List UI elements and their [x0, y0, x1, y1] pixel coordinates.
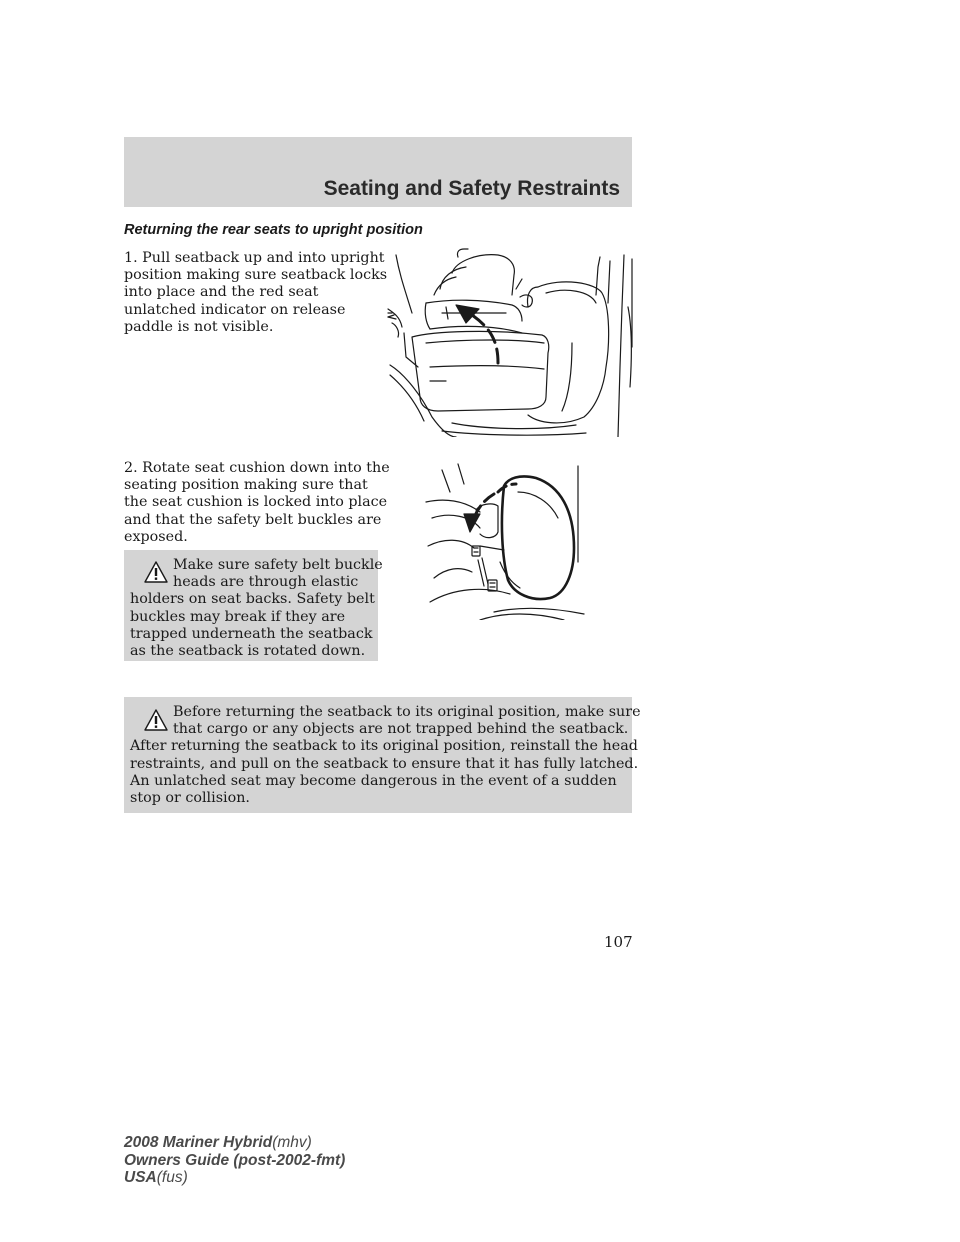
- text-line: the seat cushion is locked into place: [124, 494, 388, 511]
- text-line: 2. Rotate seat cushion down into the: [124, 460, 390, 476]
- seat-cushion-rotate-illustration: [424, 462, 586, 620]
- page-number: 107: [604, 933, 633, 951]
- text-line: and that the safety belt buckles are: [124, 511, 382, 528]
- seatback-upright-illustration: [386, 247, 636, 437]
- text-line: seating position making sure that: [124, 477, 368, 494]
- header-band: [124, 137, 632, 207]
- warning-text: [130, 557, 383, 660]
- text-line: 1. Pull seatback up and into upright: [124, 250, 385, 266]
- text-line: restraints, and pull on the seatback to ensure that it has fully latched.: [130, 755, 639, 772]
- section-subheading: Returning the rear seats to upright position: [124, 222, 423, 238]
- text-line: holders on seat backs. Safety belt: [130, 591, 375, 608]
- text-line: After returning the seatback to its original position, reinstall the head: [130, 738, 638, 755]
- warning-text: [130, 704, 641, 807]
- footer-market-code: (fus): [156, 1169, 188, 1186]
- text-line: as the seatback is rotated down.: [130, 643, 366, 660]
- footer-model-code: (mhv): [272, 1134, 312, 1151]
- text-line: position making sure seatback locks: [124, 267, 388, 284]
- step-1-paragraph: [124, 250, 386, 336]
- text-line: Make sure safety belt buckle: [173, 557, 383, 573]
- warning-box-belt-buckles: [124, 550, 383, 661]
- warning-box-seatback-return: [124, 697, 641, 813]
- text-line: An unlatched seat may become dangerous in the event of a sudden: [130, 772, 617, 789]
- text-line: trapped underneath the seatback: [130, 625, 373, 642]
- footer-line-3: [124, 1169, 345, 1187]
- text-line: exposed.: [124, 528, 188, 545]
- document-footer: [124, 1134, 345, 1187]
- step-2-paragraph: [124, 460, 390, 546]
- text-line: buckles may break if they are: [130, 608, 346, 625]
- page-title: Seating and Safety Restraints: [323, 177, 620, 200]
- text-line: paddle is not visible.: [124, 318, 274, 335]
- text-line: stop or collision.: [130, 790, 250, 807]
- footer-line-1: [124, 1134, 345, 1152]
- footer-line-2: [124, 1152, 345, 1170]
- text-line: that cargo or any objects are not trapped behind the seatback.: [173, 721, 629, 738]
- text-line: unlatched indicator on release: [124, 301, 346, 318]
- text-line: into place and the red seat: [124, 284, 319, 301]
- footer-market: USA: [124, 1169, 157, 1186]
- text-line: Before returning the seatback to its original position, make sure: [173, 704, 641, 720]
- footer-guide: Owners Guide (post-2002-fmt): [124, 1151, 346, 1169]
- footer-model: 2008 Mariner Hybrid: [124, 1134, 273, 1151]
- text-line: heads are through elastic: [173, 574, 359, 591]
